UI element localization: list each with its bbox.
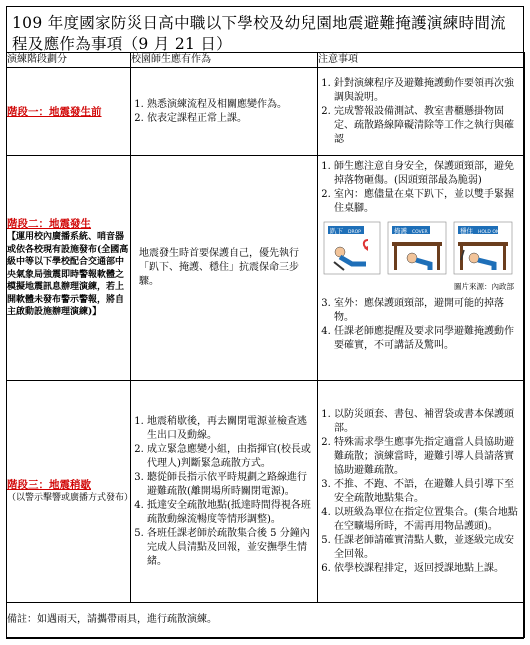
- list-item: 4. 任課老師應提醒及要求同學避難掩護動作要確實，不可講話及驚叫。: [334, 325, 518, 353]
- table-header-row: [7, 53, 525, 68]
- stage-note-2: 【運用校內廣播系統、哨音器或依各校現有設施發布(全國高級中等以下學校配合交通部中央氣象局強震即時警報軟體之模擬地震訊息辦理演練，若上開軟體未發布警示警報，將自主啟動設施辦理演練)】: [7, 232, 129, 318]
- actions-text-2: 地震發生時首要保護自己，優先執行「趴下、掩護、穩住」抗震保命三步驟。: [139, 248, 299, 287]
- illustration-source: 圖片來源：內政部: [454, 282, 514, 291]
- hold-on-label-en: HOLD ON: [478, 230, 500, 235]
- header-actions: 校園師生應有作為: [131, 53, 318, 68]
- stage-row-2: [7, 156, 525, 381]
- cover-label-en: COVER: [412, 230, 428, 235]
- list-item: 6. 依學校課程排定，返回授課地點上課。: [334, 562, 518, 576]
- list-item: 3. 聽從師長指示依平時規劃之路線進行避難疏散(離開場所時關閉電源)。: [147, 471, 311, 499]
- list-item: 5. 任課老師請確實清點人數，並逐級完成安全回報。: [334, 534, 518, 562]
- stage-name-3: 階段三：地震稍歇: [7, 479, 91, 492]
- header-cautions: 注意事項: [318, 53, 525, 68]
- cautions-list-2a: [318, 160, 524, 216]
- list-item: 3. 不推、不跑、不語，在避難人員引導下至安全疏散地點集合。: [334, 478, 518, 506]
- hold-on-label: 穩住: [460, 227, 473, 235]
- cautions-list-3: [318, 408, 524, 576]
- document-title: 109 年度國家防災日高中職以下學校及幼兒園地震避難掩護演練時間流程及應作為事項（9 月 21 日）: [12, 14, 506, 53]
- list-item: 1. 以防災頭套、書包、補習袋或書本保護頭部。: [334, 408, 518, 436]
- footer-note: 備註：如遇雨天，請攜帶雨具，進行疏散演練。: [7, 603, 525, 638]
- list-item: 5. 各班任課老師於疏散集合後 5 分鐘內完成人員清點及回報，並安撫學生情緒。: [147, 527, 311, 569]
- list-item: 1. 熟悉演練流程及相關應變作為。: [147, 98, 311, 112]
- list-item: 4. 以班級為單位在指定位置集合。(集合地點在空曠場所時，不需再用物品護頭)。: [334, 506, 518, 534]
- actions-cell-1: [131, 68, 318, 156]
- stage-note-3: （以警示擊響或廣播方式發布）: [7, 493, 134, 504]
- stage-cell-1: [7, 68, 131, 156]
- drop-cover-hold-illustration: [318, 220, 518, 278]
- cautions-cell-3: [318, 381, 525, 603]
- actions-list-3: [131, 415, 317, 569]
- actions-cell-2: [131, 156, 318, 381]
- list-item: 3. 室外：應保護頭頸部，避開可能的掉落物。: [334, 297, 518, 325]
- cover-panel: [388, 222, 446, 274]
- footer-note-row: [7, 603, 525, 638]
- list-item: 1. 師生應注意自身安全，保護頭頸部，避免掉落物砸傷。(因頭頸部最為脆弱): [334, 160, 518, 188]
- drop-label: 趴下: [330, 227, 343, 235]
- stage-row-1: [7, 68, 525, 156]
- stage-cell-2: [7, 156, 131, 381]
- stage-name-1: 階段一：地震發生前: [7, 105, 102, 118]
- cautions-cell-2: [318, 156, 525, 381]
- header-stage: 演練階段劃分: [7, 53, 131, 68]
- hold-on-panel: [454, 222, 512, 274]
- list-item: 2. 室內：應儘量在桌下趴下，並以雙手緊握住桌腳。: [334, 188, 518, 216]
- list-item: 2. 特殊需求學生應事先指定適當人員協助避難疏散；演練當時，避難引導人員請落實協助避難疏散。: [334, 436, 518, 478]
- actions-cell-3: [131, 381, 318, 603]
- drill-schedule-table: [6, 52, 525, 638]
- drop-label-en: DROP: [348, 230, 361, 235]
- list-item: 2. 依表定課程正常上課。: [147, 112, 311, 126]
- list-item: 1. 針對演練程序及避難掩護動作要領再次強調與說明。: [334, 77, 518, 105]
- cautions-list-2b: [318, 297, 524, 353]
- list-item: 2. 完成警報設備測試、教室書櫃懸掛物固定、疏散路線障礙清除等工作之執行與確認: [334, 105, 518, 147]
- list-item: 1. 地震稍歇後，再去關閉電源並檢查逃生出口及動線。: [147, 415, 311, 443]
- cautions-cell-1: [318, 68, 525, 156]
- cover-label: 掩護: [394, 227, 407, 235]
- actions-list-1: [131, 98, 317, 126]
- stage-row-3: [7, 381, 525, 603]
- stage-name-2: 階段二：地震發生: [7, 218, 91, 231]
- list-item: 2. 成立緊急應變小組，由指揮官(校長或代理人)判斷緊急疏散方式。: [147, 443, 311, 471]
- stage-cell-3: [7, 381, 134, 603]
- drop-panel: [324, 222, 380, 274]
- cautions-list-1: [318, 77, 524, 147]
- list-item: 4. 抵達安全疏散地點(抵達時間得視各班疏散動線流暢度等情形調整)。: [147, 499, 311, 527]
